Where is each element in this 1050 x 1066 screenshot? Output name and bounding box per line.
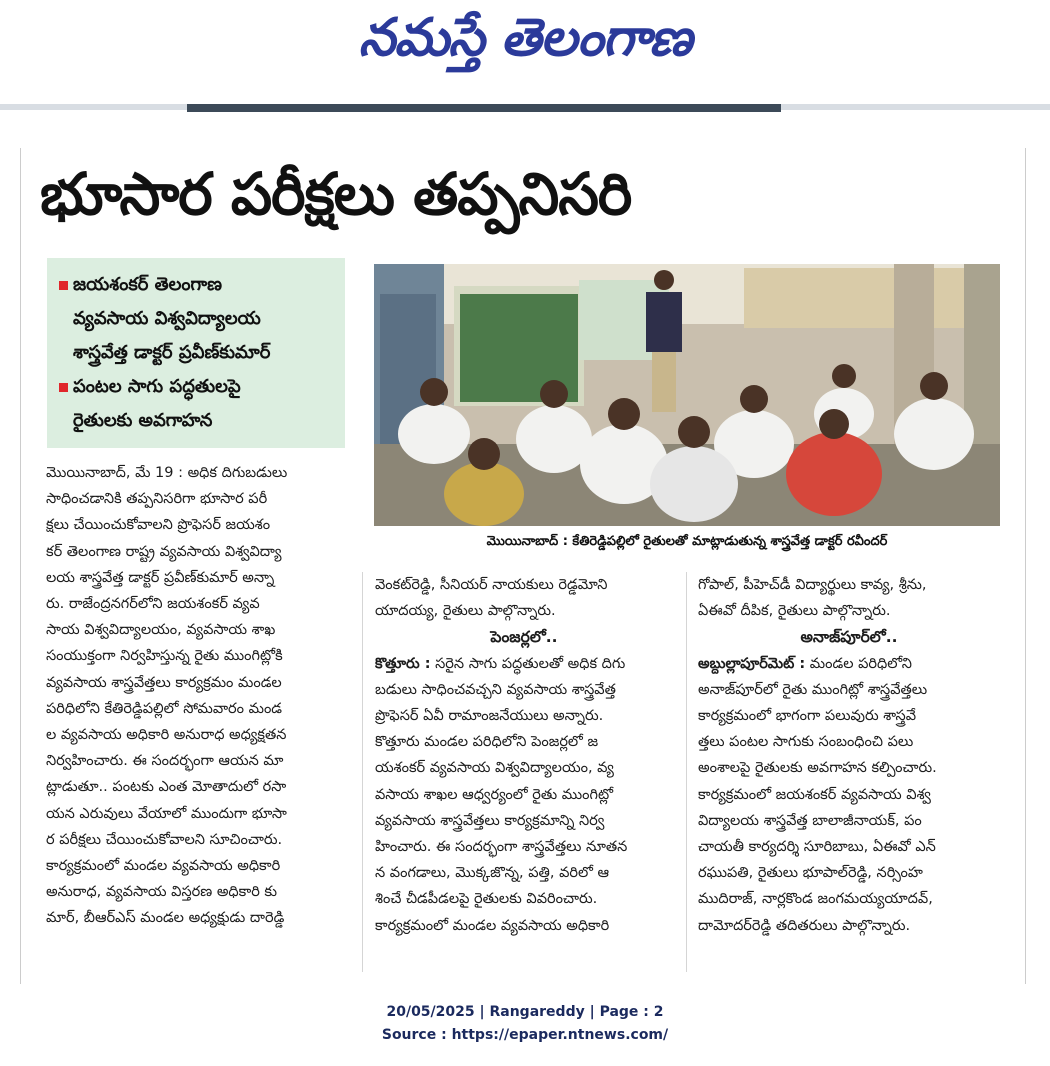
text-line: ప్రొఫెసర్ ఏవీ రామాంజనేయులు అన్నారు. bbox=[375, 708, 604, 725]
text-line: పరిధిలోని కేతిరెడ్డిపల్లిలో సోమవారం మండ bbox=[46, 700, 283, 717]
text-line: రఘుపతి, రైతులు భూపాల్‌రెడ్డి, నర్సింహ bbox=[698, 865, 923, 882]
text-line: యన ఎరువులు వేయాలో ముందుగా భూసా bbox=[46, 805, 287, 822]
clip-border bbox=[20, 148, 21, 984]
text-line: నిర్వహించారు. ఈ సందర్భంగా ఆయన మా bbox=[46, 753, 284, 770]
article-column-1 bbox=[46, 460, 348, 932]
highlight-line: శాస్త్రవేత్త డాక్టర్ ప్రవీణ్‌కుమార్ bbox=[73, 342, 271, 363]
article-column-2 bbox=[375, 572, 673, 939]
text-line: ల వ్యవసాయ అధికారి అనురాధ అధ్యక్షతన bbox=[46, 727, 287, 744]
text-line: బడులు సాధించవచ్చని వ్యవసాయ శాస్త్రవేత్త bbox=[375, 681, 616, 698]
article-photo bbox=[374, 264, 1000, 526]
text-line: కొత్తూరు : సరైన సాగు పద్ధతులతో అధిక దిగు bbox=[375, 655, 626, 672]
text-line: సాయ విశ్వవిద్యాలయం, వ్యవసాయ శాఖ bbox=[46, 622, 276, 639]
text-line: అంశాలపై రైతులకు అవగాహన కల్పించారు. bbox=[698, 760, 937, 777]
highlight-line: రైతులకు అవగాహన bbox=[73, 410, 213, 431]
text-line: విద్యాలయ శాస్త్రవేత్త బాలాజీనాయక్, పం bbox=[698, 812, 922, 829]
text-line: ర పరీక్షలు చేయించుకోవాలని సూచించారు. bbox=[46, 831, 283, 848]
text-line: వసాయ శాఖల ఆధ్వర్యంలో రైతు ముంగిట్లో bbox=[375, 786, 614, 803]
text-line: లయ శాస్త్రవేత్త డాక్టర్ ప్రవీణ్‌కుమార్ అన్నా bbox=[46, 569, 275, 586]
text-line: న వంగడాలు, మొక్కజొన్న, పత్తి, వరిలో ఆ bbox=[375, 865, 610, 882]
red-square-bullet-icon bbox=[59, 383, 68, 392]
text-line: గోపాల్, పీహెచ్‌డీ విద్యార్థులు కావ్య, శ్రీను, bbox=[698, 577, 927, 593]
red-square-bullet-icon bbox=[59, 281, 68, 290]
footer-source-link[interactable]: Source : https://epaper.ntnews.com/ bbox=[381, 1027, 669, 1043]
text-line: యాదయ్య, రైతులు పాల్గొన్నారు. bbox=[375, 603, 556, 620]
text-line: ముదిరాజ్, నార్లకొండ జంగమయ్యయాదవ్, bbox=[698, 891, 933, 908]
highlight-line: జయశంకర్ తెలంగాణ bbox=[59, 274, 222, 299]
section-subhead: పెంజర్లలో.. bbox=[490, 628, 558, 647]
text-line: చాయతీ కార్యదర్శి సూరిబాబు, ఏఈవో ఎన్ bbox=[698, 839, 936, 856]
text-line: కార్యక్రమంలో మండల వ్యవసాయ అధికారి bbox=[375, 917, 610, 934]
text-line: అనురాధ, వ్యవసాయ విస్తరణ అధికారి కు bbox=[46, 884, 278, 901]
column-divider bbox=[362, 572, 363, 972]
text-line: శించే చీడపీడలపై రైతులకు వివరించారు. bbox=[375, 891, 598, 908]
masthead bbox=[0, 0, 1050, 100]
article-headline: భూసార పరీక్షలు తప్పనిసరి bbox=[40, 160, 632, 228]
text-line: హించారు. ఈ సందర్భంగా శాస్త్రవేత్తలు నూతన bbox=[375, 839, 628, 856]
column-divider bbox=[686, 572, 687, 972]
highlight-line: వ్యవసాయ విశ్వవిద్యాలయ bbox=[73, 308, 261, 329]
text-line: కార్యక్రమంలో మండల వ్యవసాయ అధికారి bbox=[46, 858, 281, 875]
section-subhead: అనాజ్‌పూర్‌లో.. bbox=[800, 628, 898, 647]
highlights-box bbox=[47, 258, 345, 448]
article-column-3 bbox=[698, 572, 1000, 939]
text-line: యశంకర్ వ్యవసాయ విశ్వవిద్యాలయం, వ్య bbox=[375, 760, 614, 777]
dateline: అబ్దుల్లాపూర్‌మెట్ : bbox=[698, 655, 806, 672]
text-line: అనాజ్‌పూర్‌లో రైతు ముంగిట్లో శాస్త్రవేత్తలు bbox=[698, 681, 928, 698]
masthead-rule-accent bbox=[187, 104, 781, 112]
text-line: వెంకట్‌రెడ్డి, సీనియర్ నాయకులు రెడ్డమోని bbox=[375, 577, 608, 593]
photo-caption: మొయినాబాద్ : కేతిరెడ్డిపల్లిలో రైతులతో మాట్లాడుతున్న శాస్త్రవేత్త డాక్టర్ రవీందర్ bbox=[486, 534, 888, 549]
text-line: కొత్తూరు మండల పరిధిలోని పెంజర్లలో జ bbox=[375, 734, 599, 751]
text-line: వ్యవసాయ శాస్త్రవేత్తలు కార్యక్రమం మండల bbox=[46, 674, 282, 691]
text-line: దామోదర్‌రెడ్డి తదితరులు పాల్గొన్నారు. bbox=[698, 917, 911, 934]
text-line: త్తలు పంటల సాగుకు సంబంధించి పలు bbox=[698, 734, 914, 751]
footer-edition-info: 20/05/2025 | Rangareddy | Page : 2 bbox=[386, 1004, 664, 1020]
text-line: ట్లాడుతూ.. పంటకు ఎంత మోతాదులో రసా bbox=[46, 779, 287, 796]
text-line: సంయుక్తంగా నిర్వహిస్తున్న రైతు ముంగిట్లోకి bbox=[46, 648, 283, 665]
highlight-line: పంటల సాగు పద్ధతులపై bbox=[59, 376, 241, 401]
photo-illustration bbox=[374, 264, 1000, 526]
dateline: కొత్తూరు : bbox=[375, 655, 431, 672]
text-line: మార్, బీఆర్‌ఎస్ మండల అధ్యక్షుడు దారెడ్డి bbox=[46, 910, 285, 927]
text-line: క్షలు చేయించుకోవాలని ప్రొఫెసర్ జయశం bbox=[46, 517, 271, 534]
text-line: అబ్దుల్లాపూర్‌మెట్ : మండల పరిధిలోని bbox=[698, 655, 912, 672]
text-line: కర్ తెలంగాణ రాష్ట్ర వ్యవసాయ విశ్వవిద్యా bbox=[46, 543, 282, 560]
text-line: కార్యక్రమంలో భాగంగా పలువురు శాస్త్రవే bbox=[698, 708, 917, 725]
text-line: సాధించడానికి తప్పనిసరిగా భూసార పరీ bbox=[46, 491, 268, 508]
newspaper-logo: నమస్తే తెలంగాణ bbox=[358, 8, 692, 68]
text-line: ఏఈవో దీపిక, రైతులు పాల్గొన్నారు. bbox=[698, 603, 891, 620]
text-line: వ్యవసాయ శాస్త్రవేత్తలు కార్యక్రమాన్ని నిర్వ bbox=[375, 812, 605, 829]
text-line: కార్యక్రమంలో జయశంకర్ వ్యవసాయ విశ్వ bbox=[698, 786, 931, 803]
text-line: రు. రాజేంద్రనగర్‌లోని జయశంకర్ వ్యవ bbox=[46, 596, 260, 613]
clip-border bbox=[1025, 148, 1026, 984]
text-line: మొయినాబాద్, మే 19 : అధిక దిగుబడులు bbox=[46, 465, 288, 481]
